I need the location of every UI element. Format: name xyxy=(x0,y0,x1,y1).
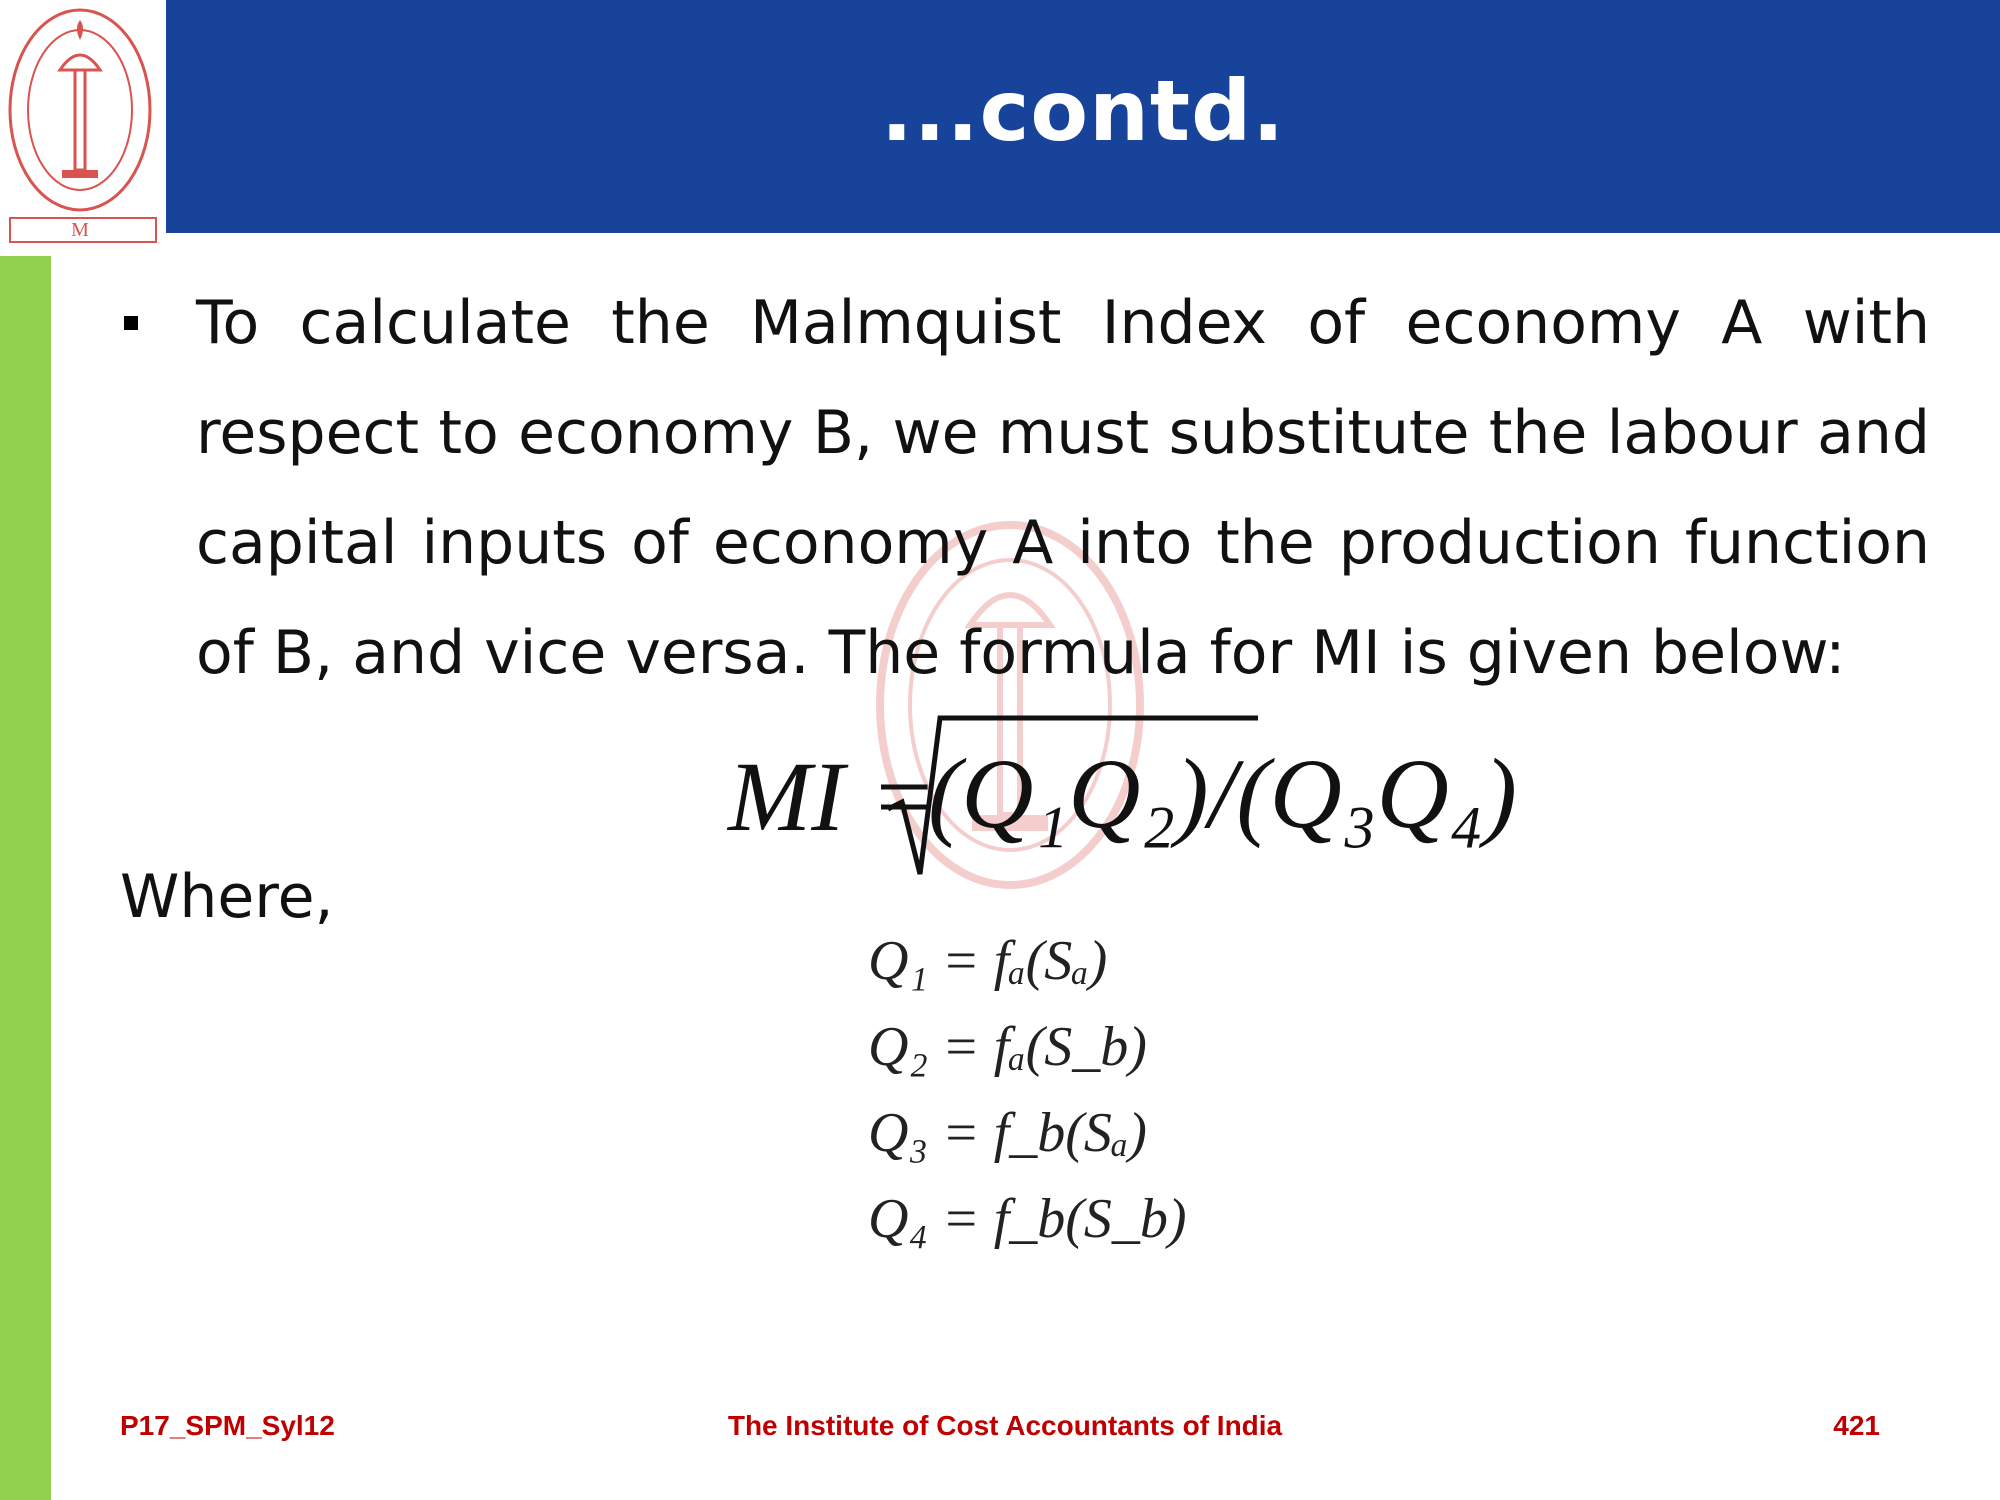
institute-seal-logo xyxy=(0,0,166,256)
slide-title: ...contd. xyxy=(880,61,1286,160)
mi-formula xyxy=(728,714,1517,884)
square-bullet-icon xyxy=(124,316,138,330)
left-accent-stripe xyxy=(0,256,51,1500)
footer-page-number: 421 xyxy=(1833,1410,1880,1441)
definition-q4: Q₄ = f_b(S_b) xyxy=(868,1188,1187,1250)
footer-organization: The Institute of Cost Accountants of India xyxy=(727,1410,1283,1441)
bullet-text: To calculate the Malmquist Index of economy A with respect to economy B, we must substitute the labour and capital inputs of economy A into the production function of B, and vice versa. The formula for MI is given below: xyxy=(196,288,1930,688)
definition-q3: Q₃ = f_b(Sₐ) xyxy=(868,1102,1147,1164)
definition-q2: Q₂ = fₐ(S_b) xyxy=(868,1016,1147,1078)
where-label: Where, xyxy=(120,862,334,932)
definition-q1: Q₁ = fₐ(Sₐ) xyxy=(868,930,1108,992)
formula-radicand: (Q₁Q₂)/(Q₃Q₄) xyxy=(928,738,1517,849)
logo xyxy=(0,0,166,256)
header-bar xyxy=(166,0,2000,233)
bullet-paragraph xyxy=(120,268,1930,708)
formula-lhs: MI = xyxy=(728,741,938,852)
svg-text:M: M xyxy=(71,219,89,241)
footer-course-code: P17_SPM_Syl12 xyxy=(120,1410,335,1441)
definitions-list xyxy=(868,918,1187,1262)
